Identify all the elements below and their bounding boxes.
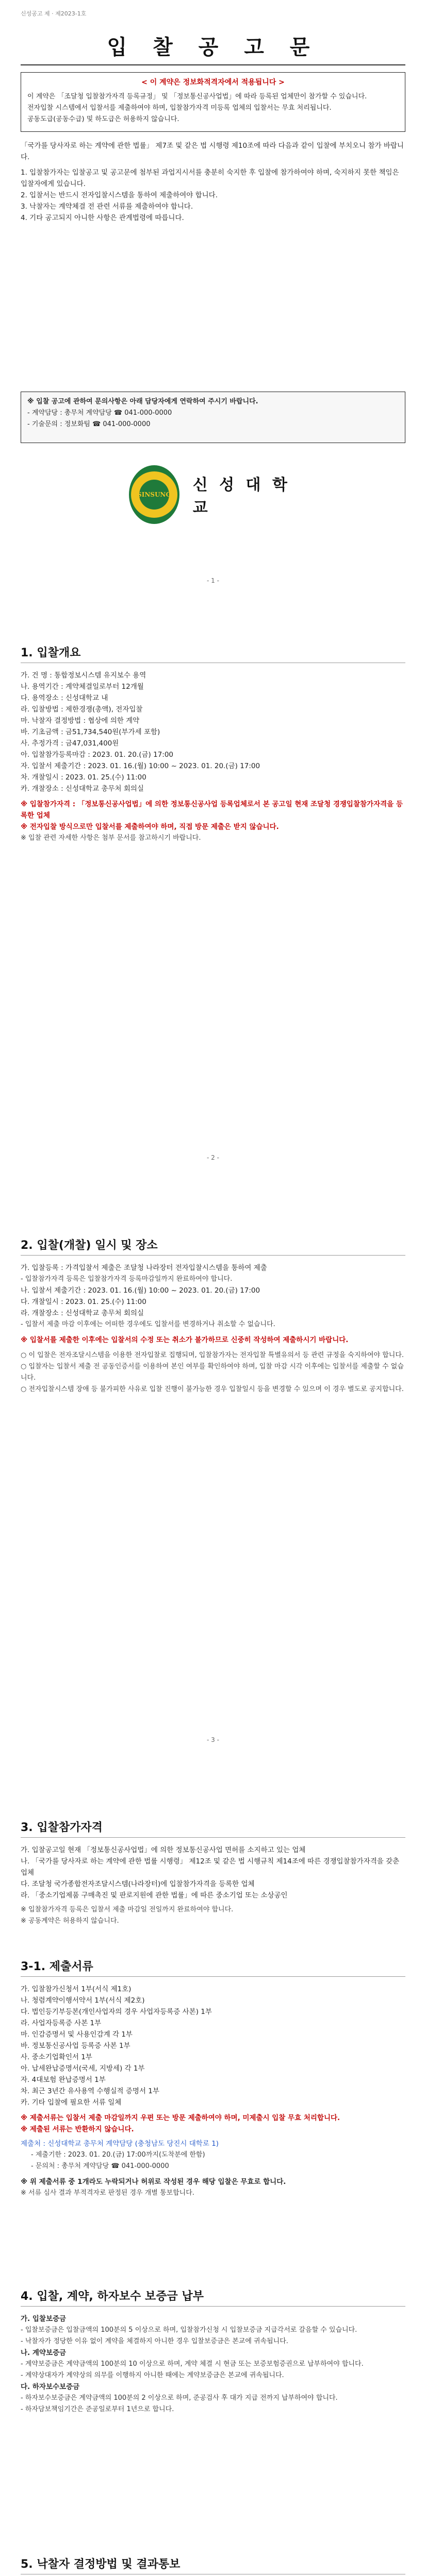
section-heading: 3. 입찰참가자격 (21, 1821, 103, 1834)
overview-item: 차. 개찰일시 : 2023. 01. 25.(수) 11:00 (21, 773, 146, 782)
notice-line: 공동도급(공동수급) 및 하도급은 허용하지 않습니다. (27, 115, 179, 123)
document-item: 라. 사업자등록증 사본 1부 (21, 2019, 102, 2027)
deposit-item: - 계약보증금은 계약금액의 100분의 10 이상으로 하며, 계약 체결 시 현금 또는 보증보험증권으로 납부하여야 합니다. (21, 2360, 364, 2368)
document-item: 카. 기타 입찰에 필요한 서류 일체 (21, 2098, 122, 2107)
university-logo-block (129, 464, 299, 526)
document-footnote: ※ 서류 심사 결과 부적격자로 판정된 경우 개별 통보합니다. (21, 2189, 194, 2197)
section-heading: 2. 입찰(개찰) 일시 및 장소 (21, 1239, 158, 1252)
document-item: 자. 4대보험 완납증명서 1부 (21, 2076, 106, 2084)
overview-item: 자. 입찰서 제출기간 : 2023. 01. 16.(월) 10:00 ~ 2023. 01. 20.(금) 17:00 (21, 762, 260, 770)
schedule-item: 다. 개찰일시 : 2023. 01. 25.(수) 11:00 (21, 1298, 146, 1306)
contact-line: - 계약담당 : 총무처 계약담당 ☎ 041-000-0000 (27, 409, 172, 417)
section2-body (21, 1262, 405, 1395)
deposit-item: 다. 하자보수보증금 (21, 2383, 80, 2391)
section-divider (21, 2306, 405, 2307)
document-item: 나. 청렴계약이행서약서 1부(서식 제2호) (21, 1996, 145, 2005)
eligibility-item: 나. 「국가를 당사자로 하는 계약에 관한 법률 시행령」 제12조 및 같은 법 시행규칙 제14조에 따른 경쟁입찰참가자격을 갖춘 업체 (21, 1857, 400, 1877)
page-number: - 1 - (207, 577, 219, 584)
section1-body (21, 670, 405, 844)
overview-item: 사. 추정가격 : 금47,031,400원 (21, 739, 119, 748)
section-divider (21, 1255, 405, 1256)
university-seal-icon (129, 465, 179, 524)
submission-address: 제출처 : 신성대학교 총무처 계약담당 (충청남도 당진시 대학로 1) (21, 2140, 219, 2148)
document-item: 아. 납세완납증명서(국세, 지방세) 각 1부 (21, 2064, 145, 2073)
overview-item: 가. 건 명 : 통합정보시스템 유지보수 용역 (21, 671, 146, 680)
overview-item: 라. 입찰방법 : 제한경쟁(총액), 전자입찰 (21, 705, 143, 714)
section4-body (21, 2313, 405, 2415)
document-item: 마. 인감증명서 및 사용인감계 각 1부 (21, 2030, 133, 2039)
notice-heading: < 이 계약은 정보화적격자에서 적용됩니다 > (141, 78, 285, 87)
page-number: - 3 - (207, 1736, 219, 1743)
intro-line: 3. 낙찰자는 계약체결 전 관련 서류를 제출하여야 합니다. (21, 202, 193, 211)
overview-note: ※ 입찰 관련 자세한 사항은 첨부 문서를 참고하시기 바랍니다. (21, 834, 201, 842)
contact-line: - 기술문의 : 정보화팀 ☎ 041-000-0000 (27, 420, 151, 428)
section-heading: 3-1. 제출서류 (21, 1960, 93, 1973)
schedule-paragraph: ○ 이 입찰은 전자조달시스템을 이용한 전자입찰로 집행되며, 입찰참가자는 전자입찰 특별유의서 등 관련 규정을 숙지하여야 합니다. (21, 1351, 404, 1359)
document-title: 입 찰 공 고 문 (107, 35, 319, 59)
contact-box (21, 392, 405, 443)
deposit-item: - 계약상대자가 계약상의 의무를 이행하지 아니한 때에는 계약보증금은 본교에 귀속됩니다. (21, 2371, 284, 2379)
document-item: 바. 정보통신공사업 등록증 사본 1부 (21, 2042, 130, 2050)
submission-detail: - 문의처 : 총무처 계약담당 ☎ 041-000-0000 (31, 2162, 169, 2170)
overview-item: 마. 낙찰자 결정방법 : 협상에 의한 계약 (21, 717, 140, 725)
eligibility-note: ※ 입찰참가자격 등록은 입찰서 제출 마감일 전일까지 완료하여야 합니다. (21, 1906, 234, 1913)
section3-body (21, 1844, 405, 1927)
notice-line: 이 계약은 「조달청 입찰참가자격 등록규정」 및 「정보통신공사업법」에 따라 등록된 업체만이 참가할 수 있습니다. (27, 93, 367, 100)
schedule-paragraph: ○ 입찰자는 입찰서 제출 전 공동인증서를 이용하여 본인 여부를 확인하여야 하며, 입찰 마감 시각 이후에는 입찰서를 제출할 수 없습니다. (21, 1363, 404, 1382)
schedule-item: - 입찰서 제출 마감 이후에는 어떠한 경우에도 입찰서를 변경하거나 취소할 수 없습니다. (21, 1320, 275, 1328)
overview-item: 다. 용역장소 : 신성대학교 내 (21, 694, 108, 702)
schedule-paragraph: ○ 전자입찰시스템 장애 등 불가피한 사유로 입찰 진행이 불가능한 경우 입찰일시 등을 변경할 수 있으며 이 경우 별도로 공지합니다. (21, 1385, 404, 1393)
eligibility-item: 라. 「중소기업제품 구매촉진 및 판로지원에 관한 법률」에 따른 중소기업 또는 소상공인 (21, 1891, 288, 1900)
schedule-item: 나. 입찰서 제출기간 : 2023. 01. 16.(월) 10:00 ~ 2023. 01. 20.(금) 17:00 (21, 1286, 260, 1295)
document-item: 가. 입찰참가신청서 1부(서식 제1호) (21, 1985, 132, 1993)
notice-box (21, 72, 405, 132)
eligibility-item: 가. 입찰공고일 현재 「정보통신공사업법」에 의한 정보통신공사업 면허를 소지하고 있는 업체 (21, 1846, 306, 1854)
overview-item: 카. 개찰장소 : 신성대학교 총무처 회의실 (21, 785, 144, 793)
schedule-item: 라. 개찰장소 : 신성대학교 총무처 회의실 (21, 1309, 144, 1317)
seal-text: SINSUNG (139, 480, 169, 510)
intro-line: 1. 입찰참가자는 입찰공고 및 공고문에 첨부된 과업지시서를 충분히 숙지한 후 입찰에 참가하여야 하며, 숙지하지 못한 책임은 입찰자에게 있습니다. (21, 168, 399, 188)
document-footnote: ※ 위 제출서류 중 1개라도 누락되거나 허위로 작성된 경우 해당 입찰은 무효로 합니다. (21, 2178, 286, 2186)
section3-1-body (21, 1984, 405, 2199)
overview-item: 바. 기초금액 : 금51,734,540원(부가세 포함) (21, 728, 160, 736)
university-name: 신 성 대 학 교 (192, 476, 290, 517)
page-number: - 2 - (207, 1154, 219, 1161)
schedule-item: - 입찰참가자격 등록은 입찰참가자격 등록마감일까지 완료하여야 합니다. (21, 1275, 233, 1283)
overview-item: 나. 용역기간 : 계약체결일로부터 12개월 (21, 683, 144, 691)
section-divider (21, 1837, 405, 1838)
document-item: 사. 중소기업확인서 1부 (21, 2053, 92, 2061)
document-warning: ※ 제출된 서류는 반환하지 않습니다. (21, 2125, 134, 2133)
eligibility-note: ※ 공동계약은 허용하지 않습니다. (21, 1917, 119, 1925)
intro-line: 2. 입찰서는 반드시 전자입찰시스템을 통하여 제출하여야 합니다. (21, 191, 218, 199)
notice-line: 전자입찰 시스템에서 입찰서를 제출하여야 하며, 입찰참가자격 미등록 업체의 입찰서는 무효 처리됩니다. (27, 104, 332, 112)
intro-text (21, 140, 405, 224)
contact-line: ※ 입찰 공고에 관하여 문의사항은 아래 담당자에게 연락하여 주시기 바랍니다. (27, 398, 258, 405)
title-divider (21, 64, 405, 65)
deposit-item: - 하자담보책임기간은 준공일로부터 1년으로 합니다. (21, 2405, 174, 2413)
overview-item: 아. 입찰참가등록마감 : 2023. 01. 20.(금) 17:00 (21, 751, 174, 759)
document-item: 차. 최근 3년간 유사용역 수행실적 증명서 1부 (21, 2087, 159, 2095)
deposit-item: - 낙찰자가 정당한 이유 없이 계약을 체결하지 아니한 경우 입찰보증금은 본교에 귀속됩니다. (21, 2337, 288, 2345)
overview-note: ※ 입찰참가자격 : 「정보통신공사업법」에 의한 정보통신공사업 등록업체로서 본 공고일 현재 조달청 경쟁입찰참가자격을 등록한 업체 (21, 800, 403, 820)
section-divider (21, 1976, 405, 1977)
overview-note: ※ 전자입찰 방식으로만 입찰서를 제출하여야 하며, 직접 방문 제출은 받지 않습니다. (21, 823, 279, 831)
deposit-item: - 입찰보증금은 입찰금액의 100분의 5 이상으로 하며, 입찰참가신청 시 입찰보증금 지급각서로 갈음할 수 있습니다. (21, 2326, 357, 2334)
deposit-item: 가. 입찰보증금 (21, 2315, 67, 2323)
deposit-item: - 하자보수보증금은 계약금액의 100분의 2 이상으로 하며, 준공검사 후 대가 지급 전까지 납부하여야 합니다. (21, 2394, 338, 2402)
section-heading: 4. 입찰, 계약, 하자보수 보증금 납부 (21, 2290, 204, 2303)
schedule-warning: ※ 입찰서를 제출한 이후에는 입찰서의 수정 또는 취소가 불가하므로 신중히 작성하여 제출하시기 바랍니다. (21, 1336, 349, 1344)
schedule-item: 가. 입찰등록 : 가격입찰서 제출은 조달청 나라장터 전자입찰시스템을 통하여 제출 (21, 1264, 267, 1272)
eligibility-item: 다. 조달청 국가종합전자조달시스템(나라장터)에 입찰참가자격을 등록한 업체 (21, 1880, 255, 1888)
section-heading: 1. 입찰개요 (21, 647, 81, 659)
document-code: 신성공고 제 · 제2023-1호 (21, 10, 87, 17)
intro-line: 「국가를 당사자로 하는 계약에 관한 법률」 제7조 및 같은 법 시행령 제10조에 따라 다음과 같이 입찰에 부치오니 참가 바랍니다. (21, 142, 404, 161)
deposit-item: 나. 계약보증금 (21, 2349, 67, 2357)
intro-line: 4. 기타 공고되지 아니한 사항은 관계법령에 따릅니다. (21, 214, 184, 222)
section-heading: 5. 낙찰자 결정방법 및 결과통보 (21, 2558, 181, 2571)
submission-detail: - 제출기한 : 2023. 01. 20.(금) 17:00까지(도착분에 한함) (31, 2151, 205, 2159)
document-item: 다. 법인등기부등본(개인사업자의 경우 사업자등록증 사본) 1부 (21, 2008, 212, 2016)
document-warning: ※ 제출서류는 입찰서 제출 마감일까지 우편 또는 방문 제출하여야 하며, 미제출시 입찰 무효 처리합니다. (21, 2114, 340, 2122)
